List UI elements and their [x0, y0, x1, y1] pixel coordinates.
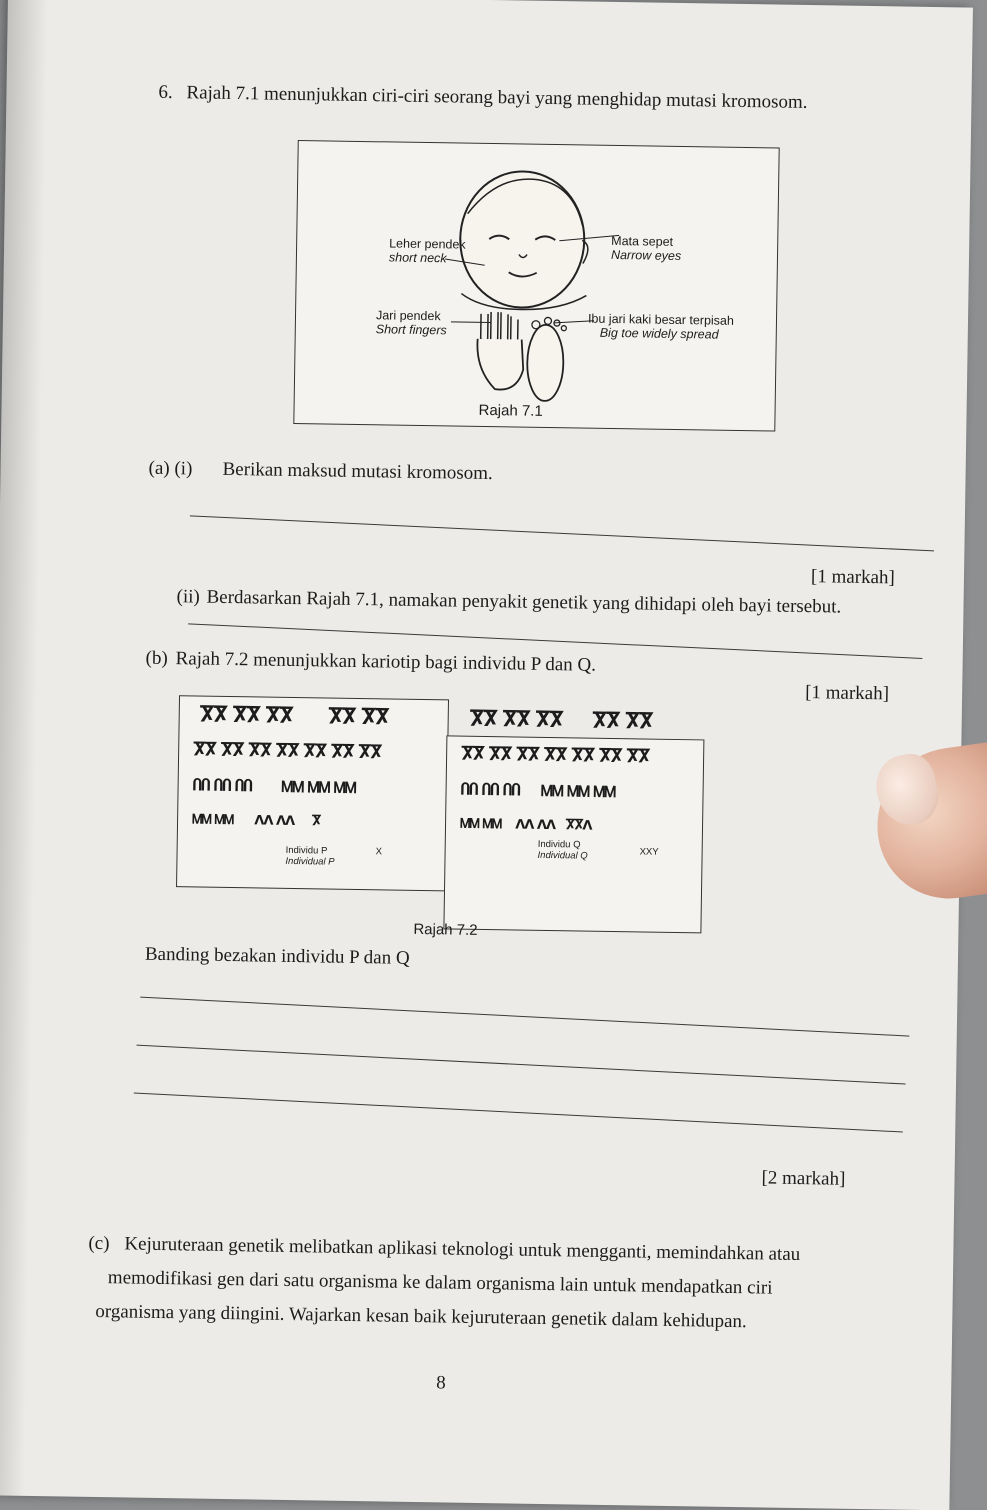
- chromosomes-q-row2: ႿႿ ႿႿ ႿႿ ႿႿ ႿႿ ႿႿ ႿႿ: [460, 744, 650, 768]
- answer-line-b-3: [134, 1093, 903, 1133]
- question-intro: Rajah 7.1 menunjukkan ciri-ciri seorang bayi yang menghidap mutasi kromosom.: [186, 82, 808, 113]
- chromosomes-q-row1: ႿႿ ႿႿ ႿႿ ႿႿ ႿႿ: [469, 706, 653, 734]
- label-short-neck: [389, 236, 466, 266]
- individual-q-en: Individual Q: [537, 849, 588, 862]
- karyotype-panel-q: [443, 706, 704, 933]
- label-short-neck-ms: Leher pendek: [389, 236, 466, 252]
- sex-chromosome-q: XXY: [639, 846, 659, 858]
- part-a-ii-label: (ii): [176, 586, 200, 608]
- label-short-fingers: [376, 308, 447, 338]
- sex-chromosome-p: X: [375, 846, 383, 858]
- label-narrow-eyes: [611, 234, 682, 264]
- answer-line-b-1: [140, 997, 909, 1037]
- chromosomes-q-row4: ᎷᎷ ᎷᎷ ᐱᐱ ᐱᐱ ႿႿᐱ: [459, 816, 592, 834]
- label-big-toe-en: Big toe widely spread: [599, 326, 719, 342]
- part-a-i-question: Berikan maksud mutasi kromosom.: [222, 458, 493, 485]
- chromosomes-q-row3: ႶႶ ႶႶ ႶႶ ᎷᎷ ᎷᎷ ᎷᎷ: [460, 780, 616, 802]
- part-b-marks: [2 markah]: [761, 1167, 846, 1190]
- label-big-toe: [588, 312, 734, 343]
- figure-7-2: [176, 695, 703, 939]
- label-short-fingers-en: Short fingers: [375, 322, 447, 338]
- part-a-i-label: (a) (i): [148, 457, 193, 480]
- chromosomes-p-row3: ႶႶ ႶႶ ႶႶ ᎷᎷ ᎷᎷ ᎷᎷ: [192, 776, 356, 797]
- part-a-i-marks: [1 markah]: [810, 566, 896, 589]
- label-big-toe-ms: Ibu jari kaki besar terpisah: [587, 311, 735, 328]
- label-narrow-eyes-en: Narrow eyes: [610, 248, 682, 264]
- answer-line-b-2: [136, 1045, 905, 1085]
- answer-line-a-i: [190, 515, 934, 551]
- part-c-label: (c): [88, 1232, 110, 1255]
- karyotype-panel-p: [176, 695, 449, 891]
- figure-7-1: [293, 140, 779, 432]
- part-b-prompt: Banding bezakan individu P dan Q: [144, 943, 410, 969]
- individual-q-label: [537, 840, 588, 863]
- page-number: 8: [436, 1372, 446, 1394]
- part-c-line3: organisma yang diingini. Wajarkan kesan baik kejuruteraan genetik dalam kehidupan.: [95, 1300, 747, 1333]
- individual-q-ms: Individu Q: [537, 838, 581, 851]
- part-c-line1: Kejuruteraan genetik melibatkan aplikasi teknologi untuk mengganti, memindahkan atau: [124, 1233, 801, 1266]
- question-number: 6.: [158, 81, 173, 104]
- label-short-fingers-ms: Jari pendek: [375, 308, 441, 324]
- part-c-line2: memodifikasi gen dari satu organisma ke dalam organisma lain untuk mendapatkan ciri: [107, 1267, 773, 1299]
- figure-7-1-caption: Rajah 7.1: [478, 401, 543, 420]
- chromosomes-p-row4: ᎷᎷ ᎷᎷ ᐱᐱ ᐱᐱ Ⴟ: [191, 812, 321, 830]
- binding-shadow: [0, 0, 48, 1496]
- label-narrow-eyes-ms: Mata sepet: [611, 233, 674, 249]
- baby-illustration: [294, 141, 778, 431]
- individual-p-ms: Individu P: [285, 844, 328, 857]
- figure-7-2-caption: Rajah 7.2: [413, 920, 478, 939]
- part-a-ii-question: Berdasarkan Rajah 7.1, namakan penyakit genetik yang dihidapi oleh bayi tersebut.: [206, 586, 842, 618]
- chromosomes-p-row2: ႿႿ ႿႿ ႿႿ ႿႿ ႿႿ ႿႿ ႿႿ: [193, 740, 382, 764]
- label-short-neck-en: short neck: [388, 250, 447, 266]
- chromosomes-p-row1: ႿႿ ႿႿ ႿႿ ႿႿ ႿႿ: [199, 702, 389, 730]
- part-b-label: (b): [145, 647, 168, 670]
- part-a-ii-marks: [1 markah]: [804, 682, 890, 705]
- part-b-question: Rajah 7.2 menunjukkan kariotip bagi individu P dan Q.: [175, 648, 597, 676]
- individual-p-label: [285, 846, 334, 869]
- individual-p-en: Individual P: [285, 855, 335, 868]
